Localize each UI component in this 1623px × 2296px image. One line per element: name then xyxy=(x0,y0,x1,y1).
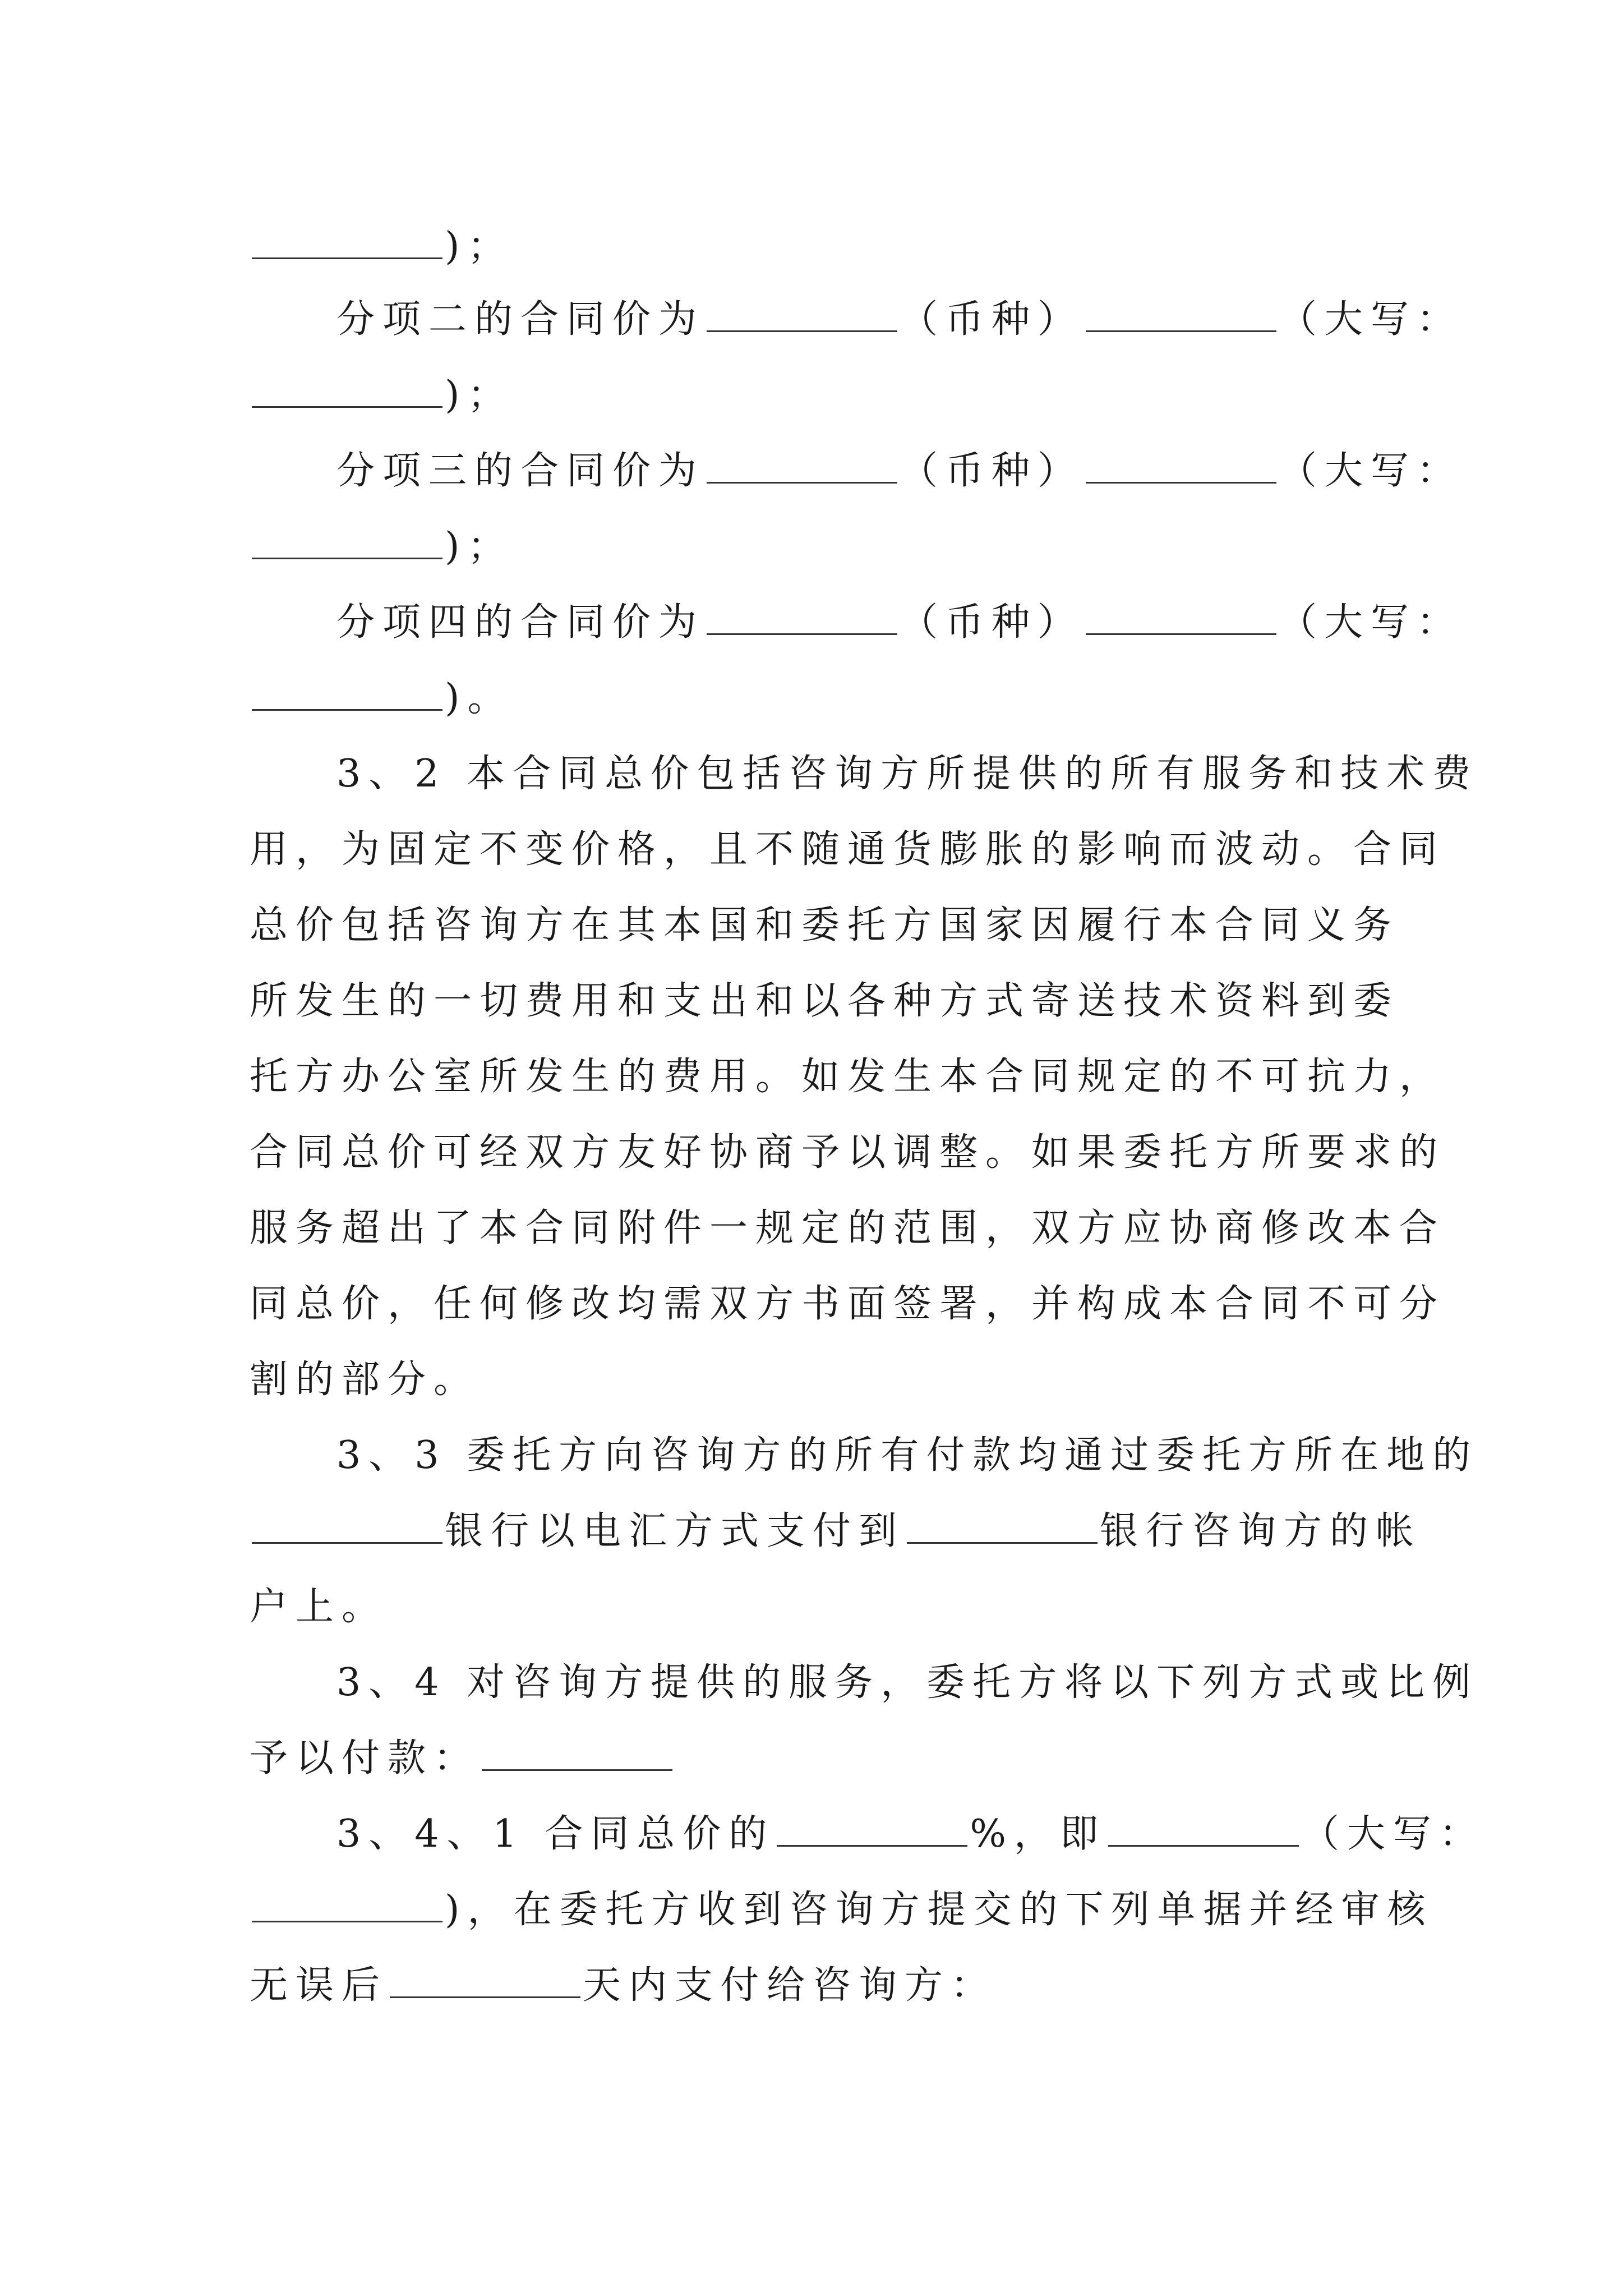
fill-blank[interactable] xyxy=(252,526,442,559)
paragraph-text: 3、3 委托方向咨询方的所有付款均通过委托方所在地的 xyxy=(336,1433,1479,1478)
paragraph-text: 合同总价可经双方友好协商予以调整。如果委托方所要求的 xyxy=(250,1130,1446,1175)
paragraph-text: 总价包括咨询方在其本国和委托方国家因履行本合同义务 xyxy=(250,903,1400,947)
clause-3-3-line xyxy=(250,1498,1422,1565)
paragraph-text: 同总价，任何修改均需双方书面签署，并构成本合同不可分 xyxy=(250,1282,1446,1326)
paragraph-text: 3、2 本合同总价包括咨询方所提供的所有服务和技术费 xyxy=(336,752,1479,796)
paragraph-text: 割的部分。 xyxy=(250,1358,480,1402)
clause-3-4-1-line xyxy=(250,1952,997,2019)
amount-blank[interactable] xyxy=(1086,450,1276,484)
paragraph-text: )，在委托方收到咨询方提交的下列单据并经审核 xyxy=(445,1888,1433,1932)
amount-blank[interactable] xyxy=(707,602,897,635)
clause-3-4-1-line xyxy=(336,1801,1485,1868)
paragraph-text: 无误后 xyxy=(250,1963,388,2008)
clause-3-2-line xyxy=(250,1119,1445,1186)
clause-3-2-line xyxy=(250,968,1399,1035)
clause-3-2-line xyxy=(250,1271,1445,1338)
capital-label: （大写： xyxy=(1279,600,1463,645)
clause-3-4-line xyxy=(250,1725,675,1792)
paragraph-text: 托方办公室所发生的费用。如发生本合同规定的不可抗力， xyxy=(250,1055,1446,1099)
clause-3-4-line xyxy=(336,1649,1478,1717)
price-line-1-continuation xyxy=(250,213,514,280)
capital-label: （大写： xyxy=(1279,297,1463,342)
paragraph-text: 银行咨询方的帐 xyxy=(1100,1509,1422,1553)
amount-blank[interactable] xyxy=(1086,299,1276,332)
amount-blank[interactable] xyxy=(707,450,897,484)
paragraph-text: 天内支付给咨询方： xyxy=(583,1963,997,2008)
payment-method-blank[interactable] xyxy=(482,1738,672,1771)
clause-3-2-line xyxy=(336,740,1478,808)
clause-3-4-1-line xyxy=(250,1876,1433,1944)
paragraph-text: 所发生的一切费用和支出和以各种方式寄送技术资料到委 xyxy=(250,979,1400,1023)
fill-blank[interactable] xyxy=(252,226,442,259)
price-line-2-continuation xyxy=(250,362,514,429)
paragraph-text: 予以付款： xyxy=(250,1736,480,1780)
clause-3-3-line xyxy=(250,1573,388,1641)
line-text: )。 xyxy=(445,676,514,720)
paragraph-text: %，即 xyxy=(970,1812,1106,1856)
price-line-4-continuation xyxy=(250,665,514,732)
paragraph-text: 3、4、1 合同总价的 xyxy=(336,1812,775,1856)
line-text: 分项四的合同价为 xyxy=(336,600,705,645)
amount-blank[interactable] xyxy=(707,299,897,332)
line-text: )； xyxy=(445,373,514,417)
clause-3-2-line xyxy=(250,1195,1445,1262)
paragraph-text: 3、4 对咨询方提供的服务，委托方将以下列方式或比例 xyxy=(336,1660,1479,1705)
percent-blank[interactable] xyxy=(777,1814,967,1847)
paragraph-text: 用，为固定不变价格，且不随通货膨胀的影响而波动。合同 xyxy=(250,827,1446,872)
clause-3-2-line xyxy=(250,1346,479,1414)
currency-label: （币种） xyxy=(900,449,1084,493)
days-blank[interactable] xyxy=(390,1965,580,1998)
clause-3-2-line xyxy=(250,1043,1445,1111)
line-text: )； xyxy=(445,524,514,569)
line-text: )； xyxy=(445,224,514,269)
paragraph-text: 户上。 xyxy=(250,1585,388,1629)
paragraph-text: 服务超出了本合同附件一规定的范围，双方应协商修改本合 xyxy=(250,1206,1446,1250)
price-line-3-continuation xyxy=(250,513,514,581)
capital-label: （大写： xyxy=(1279,449,1463,493)
capital-amount-blank[interactable] xyxy=(252,1889,442,1922)
line-text: 分项二的合同价为 xyxy=(336,297,705,342)
price-line-item-2 xyxy=(336,286,1463,353)
bank-blank[interactable] xyxy=(252,1511,442,1544)
amount-blank[interactable] xyxy=(1086,602,1276,635)
fill-blank[interactable] xyxy=(252,375,442,408)
capital-label: （大写： xyxy=(1301,1812,1486,1856)
clause-3-3-line xyxy=(336,1422,1478,1489)
bank-blank[interactable] xyxy=(907,1511,1098,1544)
fill-blank[interactable] xyxy=(252,678,442,711)
clause-3-2-line xyxy=(250,816,1445,884)
currency-label: （币种） xyxy=(900,600,1084,645)
price-line-item-4 xyxy=(336,589,1463,656)
amount-blank[interactable] xyxy=(1108,1814,1299,1847)
line-text: 分项三的合同价为 xyxy=(336,449,705,493)
paragraph-text: 银行以电汇方式支付到 xyxy=(445,1509,905,1553)
clause-3-2-line xyxy=(250,892,1399,959)
price-line-item-3 xyxy=(336,438,1463,505)
currency-label: （币种） xyxy=(900,297,1084,342)
